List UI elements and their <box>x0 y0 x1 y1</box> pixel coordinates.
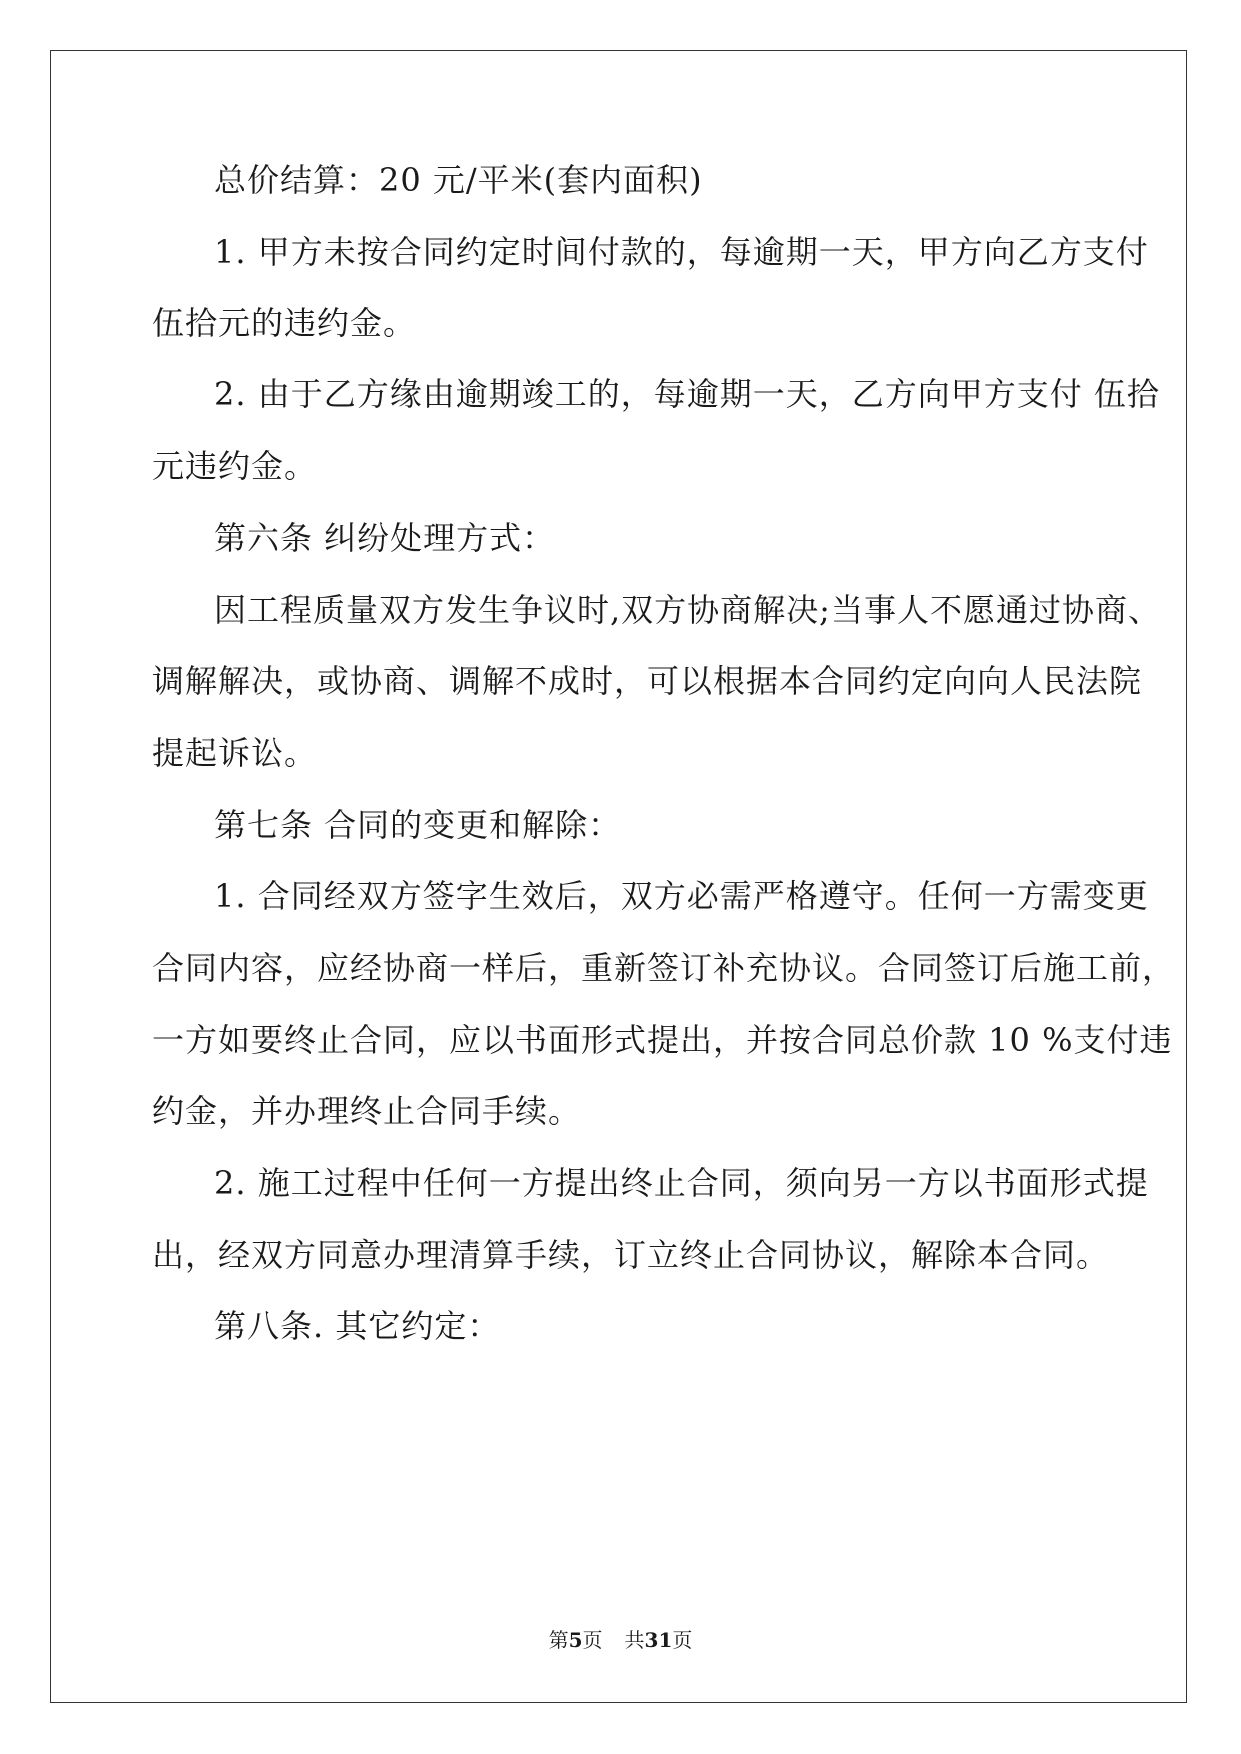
paragraph-line: 1. 合同经双方签字生效后，双方必需严格遵守。任何一方需变更 <box>214 877 1149 915</box>
total-pages: 31 <box>644 1628 673 1652</box>
paragraph-line: 出，经双方同意办理清算手续，订立终止合同协议，解除本合同。 <box>152 1236 1110 1274</box>
page-prefix: 第 <box>548 1628 569 1652</box>
page-footer <box>0 1626 1241 1654</box>
paragraph-line: 约金，并办理终止合同手续。 <box>152 1092 582 1130</box>
section-heading: 第六条 纠纷处理方式： <box>214 519 556 557</box>
paragraph-line: 因工程质量双方发生争议时,双方协商解决;当事人不愿通过协商、 <box>214 591 1161 629</box>
total-suffix: 页 <box>672 1628 693 1652</box>
paragraph-line: 伍拾元的违约金。 <box>152 304 417 342</box>
paragraph-line: 调解解决，或协商、调解不成时，可以根据本合同约定向向人民法院 <box>152 662 1143 700</box>
section-heading: 第七条 合同的变更和解除： <box>214 806 622 844</box>
paragraph-line: 2. 由于乙方缘由逾期竣工的，每逾期一天，乙方向甲方支付 伍拾 <box>214 375 1160 413</box>
paragraph-line: 1. 甲方未按合同约定时间付款的，每逾期一天，甲方向乙方支付 <box>214 233 1149 271</box>
page-number: 5 <box>568 1628 583 1652</box>
total-prefix: 共 <box>624 1628 645 1652</box>
section-heading: 第八条. 其它约定： <box>214 1307 501 1345</box>
paragraph-line: 2. 施工过程中任何一方提出终止合同，须向另一方以书面形式提 <box>214 1164 1149 1202</box>
paragraph-line: 合同内容，应经协商一样后，重新签订补充协议。合同签订后施工前， <box>152 949 1176 987</box>
page-suffix: 页 <box>582 1628 603 1652</box>
paragraph-line: 元违约金。 <box>152 447 318 485</box>
paragraph-line: 提起诉讼。 <box>152 734 318 772</box>
paragraph-line: 总价结算：20 元/平米(套内面积) <box>214 161 703 199</box>
paragraph-line: 一方如要终止合同，应以书面形式提出，并按合同总价款 10 %支付违 <box>152 1021 1173 1059</box>
